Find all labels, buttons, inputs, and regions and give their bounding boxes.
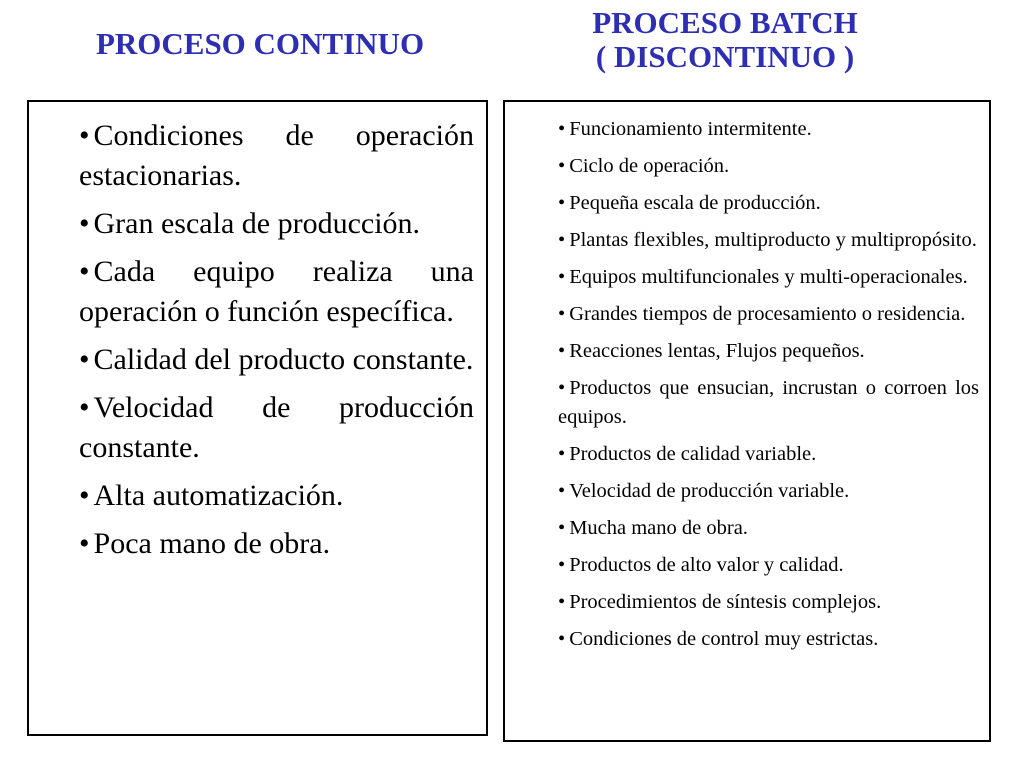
- bullet-icon: •: [79, 527, 90, 560]
- bullet-icon: •: [558, 517, 566, 539]
- bullet-icon: •: [558, 192, 566, 214]
- batch-item: [558, 551, 979, 580]
- batch-item: [558, 477, 979, 506]
- batch-item: [558, 440, 979, 469]
- batch-item-text: Condiciones de control muy estrictas.: [569, 628, 879, 650]
- batch-item-text: Equipos multifuncionales y multi-operacionales.: [569, 266, 968, 288]
- bullet-icon: •: [79, 343, 90, 376]
- bullet-icon: •: [558, 628, 566, 650]
- batch-item: [558, 263, 979, 292]
- batch-item-text: Ciclo de operación.: [569, 155, 730, 177]
- continuo-item: [79, 524, 474, 564]
- bullet-icon: •: [79, 207, 90, 240]
- batch-item: [558, 300, 979, 329]
- batch-list: [558, 115, 979, 654]
- batch-item-text: Pequeña escala de producción.: [569, 192, 821, 214]
- bullet-icon: •: [558, 303, 566, 325]
- continuo-item: [79, 116, 474, 196]
- continuo-item: [79, 388, 474, 468]
- batch-item-text: Velocidad de producción variable.: [569, 480, 850, 502]
- batch-item: [558, 625, 979, 654]
- batch-title-line-1: PROCESO BATCH: [592, 5, 858, 40]
- bullet-icon: •: [558, 480, 566, 502]
- bullet-icon: •: [558, 591, 566, 613]
- bullet-icon: •: [558, 377, 566, 399]
- continuo-item-text: Condiciones de operación estacionarias.: [79, 119, 474, 192]
- batch-item-text: Grandes tiempos de procesamiento o residencia.: [569, 303, 966, 325]
- bullet-icon: •: [558, 554, 566, 576]
- batch-item: [558, 115, 979, 144]
- bullet-icon: •: [558, 155, 566, 177]
- continuo-item-text: Cada equipo realiza una operación o función específica.: [79, 255, 474, 328]
- continuo-item-text: Gran escala de producción.: [93, 207, 421, 240]
- batch-item: [558, 374, 979, 432]
- batch-item-text: Productos de alto valor y calidad.: [569, 554, 844, 576]
- bullet-icon: •: [79, 255, 90, 288]
- bullet-icon: •: [79, 391, 90, 424]
- continuo-item: [79, 476, 474, 516]
- batch-item-text: Funcionamiento intermitente.: [569, 118, 812, 140]
- bullet-icon: •: [558, 118, 566, 140]
- batch-title-line-2: ( DISCONTINUO ): [595, 39, 855, 74]
- batch-item-text: Reacciones lentas, Flujos pequeños.: [569, 340, 865, 362]
- batch-item-text: Mucha mano de obra.: [569, 517, 748, 539]
- bullet-icon: •: [79, 119, 90, 152]
- batch-item-text: Productos que ensucian, incrustan o corroen los equipos.: [558, 377, 979, 428]
- batch-item: [558, 337, 979, 366]
- continuo-title: PROCESO CONTINUO: [95, 26, 425, 61]
- continuo-item-text: Alta automatización.: [93, 479, 344, 512]
- continuo-item: [79, 252, 474, 332]
- bullet-icon: •: [558, 443, 566, 465]
- bullet-icon: •: [558, 229, 566, 251]
- batch-item: [558, 189, 979, 218]
- batch-title: [500, 6, 950, 74]
- batch-item: [558, 514, 979, 543]
- batch-item: [558, 588, 979, 617]
- batch-item: [558, 152, 979, 181]
- continuo-item: [79, 340, 474, 380]
- continuo-item-text: Velocidad de producción constante.: [79, 391, 474, 464]
- continuo-item: [79, 204, 474, 244]
- batch-item: [558, 226, 979, 255]
- continuo-list: [79, 116, 474, 564]
- batch-item-text: Productos de calidad variable.: [569, 443, 817, 465]
- bullet-icon: •: [558, 340, 566, 362]
- batch-item-text: Plantas flexibles, multiproducto y multipropósito.: [569, 229, 977, 251]
- continuo-item-text: Calidad del producto constante.: [93, 343, 474, 376]
- batch-item-text: Procedimientos de síntesis complejos.: [569, 591, 882, 613]
- continuo-item-text: Poca mano de obra.: [93, 527, 331, 560]
- bullet-icon: •: [79, 479, 90, 512]
- batch-box: [503, 100, 991, 742]
- bullet-icon: •: [558, 266, 566, 288]
- continuo-box: [27, 100, 488, 736]
